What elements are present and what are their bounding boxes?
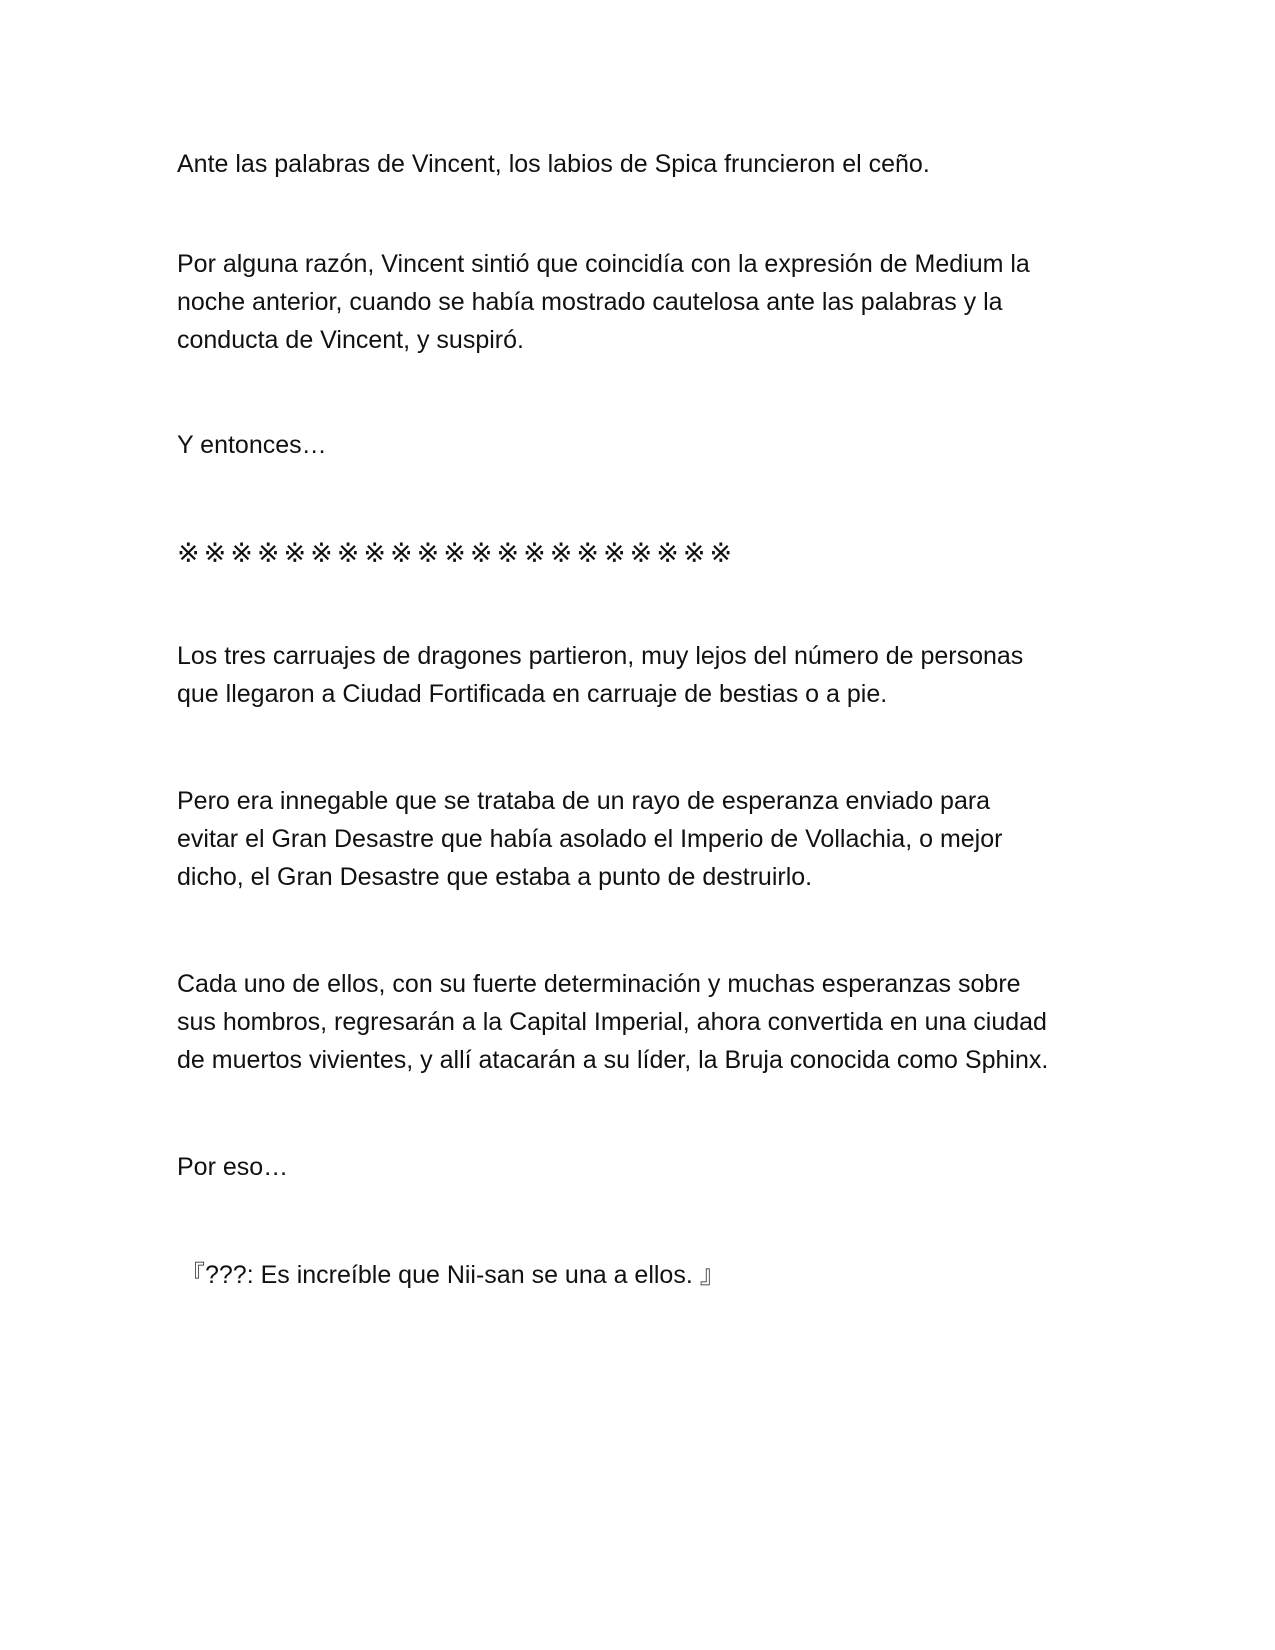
paragraph-4-line-2: que llegaron a Ciudad Fortificada en carruaje de bestias o a pie. xyxy=(177,680,888,708)
paragraph-5-line-3: dicho, el Gran Desastre que estaba a punto de destruirlo. xyxy=(177,863,813,891)
paragraph-6-line-3: de muertos vivientes, y allí atacarán a su líder, la Bruja conocida como Sphinx. xyxy=(177,1046,1049,1074)
paragraph-7-line-1: Por eso… xyxy=(177,1153,289,1181)
paragraph-5-line-1: Pero era innegable que se trataba de un rayo de esperanza enviado para xyxy=(177,787,991,815)
paragraph-6-line-1: Cada uno de ellos, con su fuerte determinación y muchas esperanzas sobre xyxy=(177,970,1021,998)
paragraph-4-line-1: Los tres carruajes de dragones partieron, muy lejos del número de personas xyxy=(177,642,1024,670)
dialogue-line: 『???: Es increíble que Nii-san se una a ellos. 』 xyxy=(180,1261,725,1289)
paragraph-2-line-3: conducta de Vincent, y suspiró. xyxy=(177,326,524,354)
paragraph-2-line-1: Por alguna razón, Vincent sintió que coincidía con la expresión de Medium la xyxy=(177,250,1030,278)
paragraph-5-line-2: evitar el Gran Desastre que había asolado el Imperio de Vollachia, o mejor xyxy=(177,825,1003,853)
paragraph-6-line-2: sus hombros, regresarán a la Capital Imperial, ahora convertida en una ciudad xyxy=(177,1008,1047,1036)
paragraph-2-line-2: noche anterior, cuando se había mostrado cautelosa ante las palabras y la xyxy=(177,288,1003,316)
scene-break: ※※※※※※※※※※※※※※※※※※※※※ xyxy=(177,538,737,569)
paragraph-1-line-1: Ante las palabras de Vincent, los labios de Spica fruncieron el ceño. xyxy=(177,150,930,178)
paragraph-3-line-1: Y entonces… xyxy=(177,431,327,459)
